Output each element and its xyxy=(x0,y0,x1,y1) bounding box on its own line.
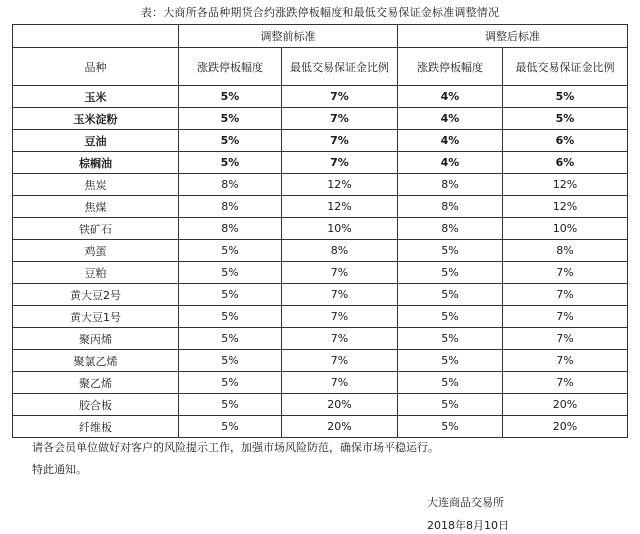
cell-after-margin: 7% xyxy=(503,372,628,394)
table-row xyxy=(13,108,628,130)
table-row xyxy=(13,350,628,372)
cell-after-margin: 8% xyxy=(503,240,628,262)
cell-after-limit: 5% xyxy=(398,416,503,438)
table-row xyxy=(13,86,628,108)
cell-after-margin: 7% xyxy=(503,262,628,284)
cell-product: 黄大豆2号 xyxy=(13,284,179,306)
cell-after-limit: 8% xyxy=(398,196,503,218)
cell-before-limit: 5% xyxy=(179,240,282,262)
cell-before-margin: 20% xyxy=(282,394,398,416)
cell-product: 鸡蛋 xyxy=(13,240,179,262)
cell-after-limit: 5% xyxy=(398,394,503,416)
cell-after-limit: 5% xyxy=(398,306,503,328)
table-caption: 表：大商所各品种期货合约涨跌停板幅度和最低交易保证金标准调整情况 xyxy=(140,6,500,19)
cell-before-margin: 7% xyxy=(282,262,398,284)
header-row-groups xyxy=(13,25,628,48)
table-row xyxy=(13,218,628,240)
table-row xyxy=(13,130,628,152)
issuer-name: 大连商品交易所 xyxy=(427,496,504,509)
cell-after-margin: 5% xyxy=(503,108,628,130)
cell-before-limit: 5% xyxy=(179,130,282,152)
cell-before-margin: 12% xyxy=(282,196,398,218)
cell-product: 焦煤 xyxy=(13,196,179,218)
issue-date: 2018年8月10日 xyxy=(427,519,509,532)
cell-after-limit: 5% xyxy=(398,262,503,284)
cell-before-margin: 10% xyxy=(282,218,398,240)
cell-after-margin: 7% xyxy=(503,328,628,350)
cell-product: 聚氯乙烯 xyxy=(13,350,179,372)
table-row xyxy=(13,196,628,218)
cell-after-margin: 5% xyxy=(503,86,628,108)
cell-after-limit: 5% xyxy=(398,284,503,306)
cell-after-limit: 5% xyxy=(398,328,503,350)
cell-after-margin: 10% xyxy=(503,218,628,240)
header-after-group: 调整后标准 xyxy=(398,25,628,48)
cell-product: 焦炭 xyxy=(13,174,179,196)
cell-product: 豆粕 xyxy=(13,262,179,284)
cell-after-margin: 6% xyxy=(503,130,628,152)
cell-before-limit: 5% xyxy=(179,328,282,350)
cell-before-limit: 5% xyxy=(179,416,282,438)
cell-before-limit: 5% xyxy=(179,152,282,174)
cell-after-margin: 7% xyxy=(503,350,628,372)
table-body xyxy=(13,86,628,438)
table-row xyxy=(13,372,628,394)
cell-before-limit: 5% xyxy=(179,394,282,416)
cell-after-limit: 5% xyxy=(398,350,503,372)
cell-before-margin: 7% xyxy=(282,108,398,130)
table-row xyxy=(13,306,628,328)
table-row xyxy=(13,174,628,196)
cell-product: 聚丙烯 xyxy=(13,328,179,350)
cell-product: 豆油 xyxy=(13,130,179,152)
table-row xyxy=(13,262,628,284)
cell-before-limit: 5% xyxy=(179,262,282,284)
table-row xyxy=(13,416,628,438)
cell-before-limit: 5% xyxy=(179,306,282,328)
cell-product: 棕榈油 xyxy=(13,152,179,174)
cell-before-limit: 5% xyxy=(179,108,282,130)
cell-before-limit: 5% xyxy=(179,284,282,306)
table-row xyxy=(13,240,628,262)
table-row xyxy=(13,328,628,350)
header-row-columns xyxy=(13,48,628,86)
cell-before-margin: 20% xyxy=(282,416,398,438)
cell-after-limit: 5% xyxy=(398,372,503,394)
cell-product: 聚乙烯 xyxy=(13,372,179,394)
cell-product: 胶合板 xyxy=(13,394,179,416)
cell-before-limit: 8% xyxy=(179,218,282,240)
cell-after-limit: 4% xyxy=(398,152,503,174)
cell-before-margin: 8% xyxy=(282,240,398,262)
cell-after-margin: 7% xyxy=(503,306,628,328)
table-row xyxy=(13,394,628,416)
cell-product: 纤维板 xyxy=(13,416,179,438)
cell-after-margin: 20% xyxy=(503,416,628,438)
table-row xyxy=(13,152,628,174)
cell-before-limit: 5% xyxy=(179,86,282,108)
cell-after-limit: 4% xyxy=(398,86,503,108)
cell-before-limit: 8% xyxy=(179,174,282,196)
cell-after-limit: 8% xyxy=(398,174,503,196)
header-after-limit: 涨跌停板幅度 xyxy=(398,48,503,86)
cell-product: 玉米淀粉 xyxy=(13,108,179,130)
header-before-margin: 最低交易保证金比例 xyxy=(282,48,398,86)
cell-product: 铁矿石 xyxy=(13,218,179,240)
header-product: 品种 xyxy=(13,48,179,86)
cell-before-margin: 7% xyxy=(282,350,398,372)
cell-after-margin: 6% xyxy=(503,152,628,174)
cell-before-margin: 7% xyxy=(282,130,398,152)
header-after-margin: 最低交易保证金比例 xyxy=(503,48,628,86)
header-before-group: 调整前标准 xyxy=(179,25,398,48)
cell-product: 玉米 xyxy=(13,86,179,108)
cell-after-margin: 7% xyxy=(503,284,628,306)
header-blank xyxy=(13,25,179,48)
cell-after-margin: 12% xyxy=(503,174,628,196)
cell-before-limit: 5% xyxy=(179,350,282,372)
risk-notice: 请各会员单位做好对客户的风险提示工作，加强市场风险防范，确保市场平稳运行。 xyxy=(32,441,439,454)
cell-product: 黄大豆1号 xyxy=(13,306,179,328)
special-notice: 特此通知。 xyxy=(32,463,87,476)
cell-before-limit: 8% xyxy=(179,196,282,218)
cell-before-margin: 7% xyxy=(282,372,398,394)
cell-after-margin: 12% xyxy=(503,196,628,218)
cell-before-margin: 7% xyxy=(282,306,398,328)
adjustment-table xyxy=(12,24,628,438)
cell-before-margin: 12% xyxy=(282,174,398,196)
cell-after-limit: 4% xyxy=(398,108,503,130)
cell-after-limit: 5% xyxy=(398,240,503,262)
cell-before-margin: 7% xyxy=(282,284,398,306)
cell-before-limit: 5% xyxy=(179,372,282,394)
cell-after-margin: 20% xyxy=(503,394,628,416)
cell-after-limit: 4% xyxy=(398,130,503,152)
table-row xyxy=(13,284,628,306)
cell-before-margin: 7% xyxy=(282,328,398,350)
cell-before-margin: 7% xyxy=(282,86,398,108)
header-before-limit: 涨跌停板幅度 xyxy=(179,48,282,86)
cell-before-margin: 7% xyxy=(282,152,398,174)
cell-after-limit: 8% xyxy=(398,218,503,240)
